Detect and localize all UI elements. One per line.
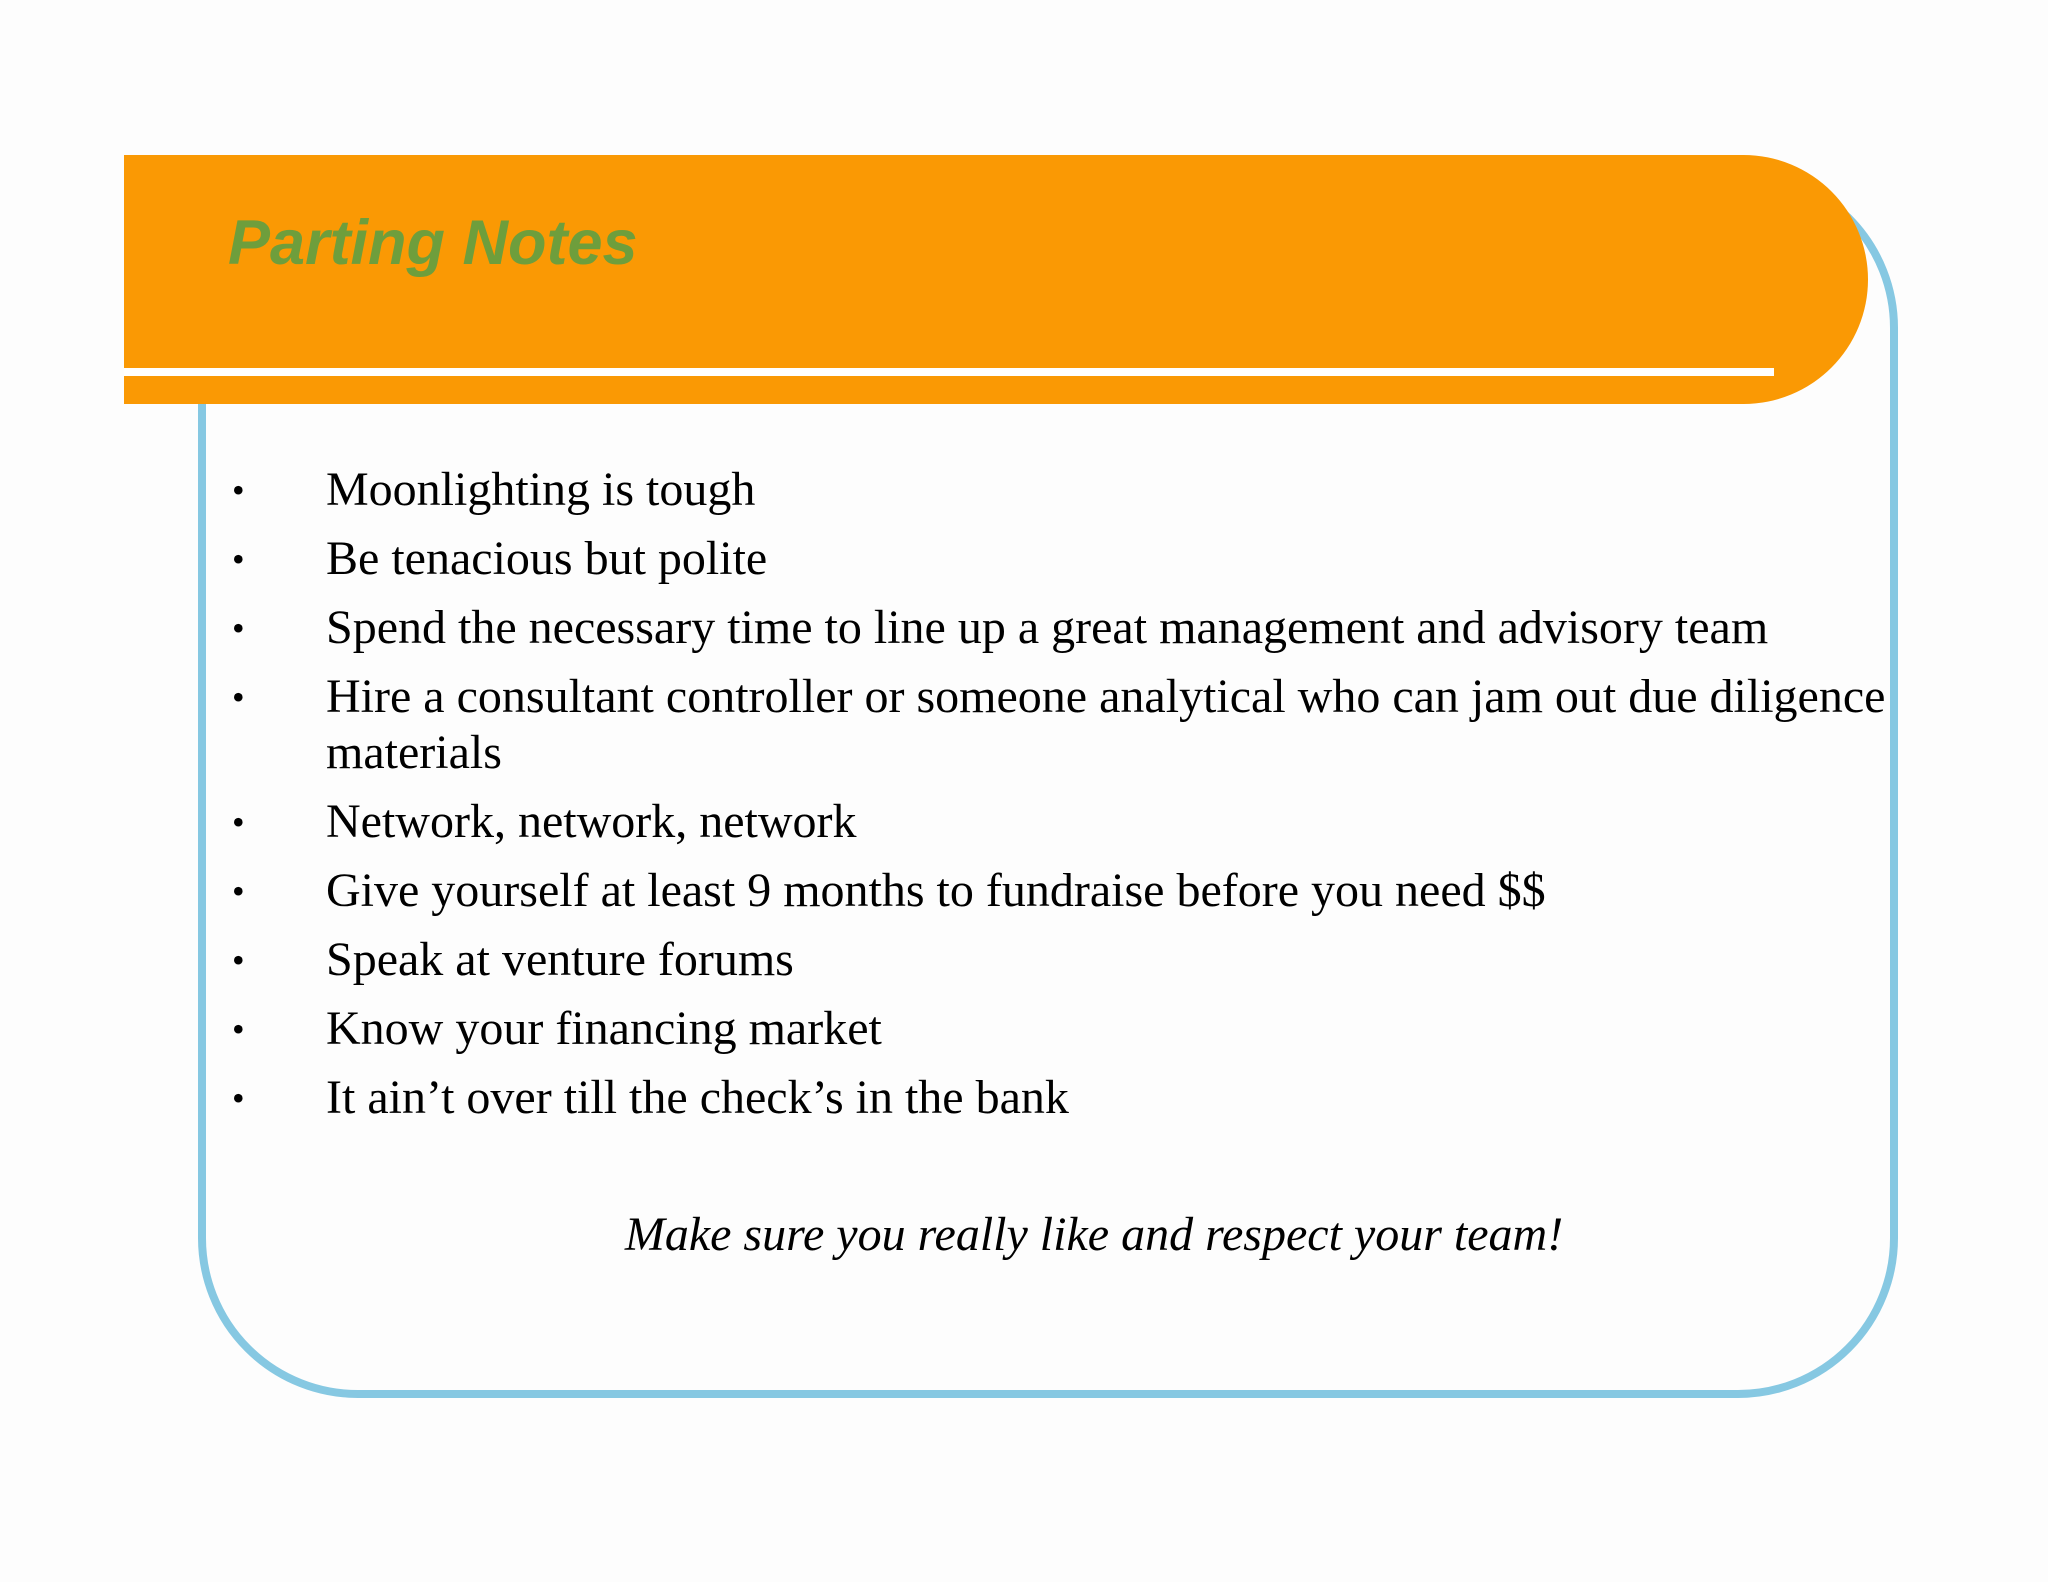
bullet-icon: • (232, 608, 245, 648)
bullet-text: Be tenacious but polite (326, 532, 768, 585)
slide-title: Parting Notes (228, 208, 638, 278)
list-item (228, 1001, 1888, 1057)
bullet-icon: • (232, 1078, 245, 1118)
list-item (228, 531, 1888, 587)
title-banner (124, 155, 1868, 404)
bullet-icon: • (232, 677, 245, 717)
bullet-text: Know your financing market (326, 1002, 882, 1055)
bullet-icon: • (232, 802, 245, 842)
bullet-text: Give yourself at least 9 months to fundraise before you need $$ (326, 864, 1546, 917)
bullet-icon: • (232, 539, 245, 579)
bullet-text: It ain’t over till the check’s in the bank (326, 1071, 1069, 1124)
list-item (228, 794, 1888, 850)
bullet-icon: • (232, 940, 245, 980)
bullet-text: Moonlighting is tough (326, 463, 756, 516)
list-item (228, 669, 1888, 781)
bullet-list (228, 462, 1888, 1139)
bullet-text: Spend the necessary time to line up a great management and advisory team (326, 601, 1769, 654)
bullet-icon: • (232, 1009, 245, 1049)
list-item (228, 462, 1888, 518)
bullet-text: Hire a consultant controller or someone analytical who can jam out due diligence materials (326, 670, 1886, 779)
list-item (228, 863, 1888, 919)
list-item (228, 600, 1888, 656)
list-item (228, 932, 1888, 988)
closing-note: Make sure you really like and respect your team! (624, 1208, 1564, 1261)
bullet-icon: • (232, 871, 245, 911)
bullet-text: Network, network, network (326, 795, 857, 848)
bullet-text: Speak at venture forums (326, 933, 794, 986)
bullet-icon: • (232, 470, 245, 510)
list-item (228, 1070, 1888, 1126)
banner-divider (124, 368, 1774, 376)
